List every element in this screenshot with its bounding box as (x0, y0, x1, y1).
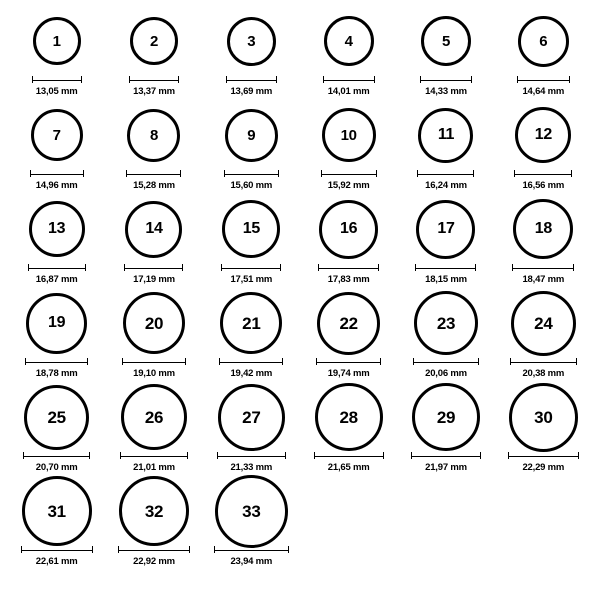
ring-circle-wrap (513, 198, 573, 260)
measure-line-icon (318, 264, 379, 271)
ring-diameter-label: 14,64 mm (522, 86, 565, 97)
ring-circle-outline (31, 109, 83, 161)
ring-measure-bar (417, 169, 474, 178)
ring-measure-bar (126, 169, 181, 178)
ring-measure-bar (120, 451, 188, 460)
ring-size-cell[interactable] (300, 198, 397, 292)
ring-diameter-label: 21,33 mm (230, 462, 273, 473)
ring-size-number: 26 (144, 407, 164, 427)
measure-line-icon (28, 264, 86, 271)
ring-circle-outline (416, 200, 475, 259)
ring-size-number: 4 (344, 32, 353, 50)
measure-line-icon (122, 358, 186, 365)
ring-circle-outline (127, 109, 180, 162)
ring-size-number: 33 (242, 501, 261, 521)
ring-circle-outline (515, 107, 571, 163)
ring-grid (8, 10, 592, 574)
ring-circle-outline (319, 200, 378, 259)
ring-measure-bar (508, 451, 579, 460)
ring-circle-outline (414, 291, 478, 355)
ring-circle-wrap (412, 386, 480, 448)
measure-line-icon (226, 76, 277, 83)
ring-diameter-label: 17,51 mm (230, 274, 273, 285)
ring-measure-bar (512, 263, 574, 272)
ring-size-number: 9 (247, 126, 256, 144)
ring-measure-bar (224, 169, 279, 178)
ring-circle-wrap (121, 386, 187, 448)
ring-diameter-label: 22,29 mm (522, 462, 565, 473)
ring-circle-wrap (418, 104, 473, 166)
ring-size-number: 32 (144, 501, 164, 521)
ring-circle-wrap (322, 104, 376, 166)
ring-measure-bar (219, 357, 283, 366)
ring-size-cell[interactable] (495, 292, 592, 386)
ring-circle-outline (322, 108, 376, 162)
ring-measure-bar (323, 75, 375, 84)
ring-size-number: 30 (534, 407, 553, 427)
ring-circle-wrap (33, 10, 81, 72)
ring-size-number: 5 (441, 32, 450, 50)
ring-diameter-label: 19,10 mm (133, 368, 175, 379)
measure-line-icon (23, 452, 90, 459)
ring-size-cell[interactable] (105, 104, 202, 198)
ring-diameter-label: 16,24 mm (425, 180, 467, 191)
measure-line-icon (512, 264, 574, 271)
ring-circle-wrap (22, 480, 92, 542)
ring-circle-wrap (414, 292, 478, 354)
ring-circle-wrap (26, 292, 87, 354)
ring-measure-bar (413, 357, 479, 366)
ring-size-cell[interactable] (397, 10, 494, 104)
ring-circle-outline (421, 16, 471, 66)
ring-size-cell[interactable] (8, 480, 105, 574)
ring-circle-outline (218, 384, 285, 451)
ring-circle-wrap (416, 198, 475, 260)
ring-diameter-label: 15,92 mm (327, 180, 370, 191)
ring-diameter-label: 19,74 mm (327, 368, 370, 379)
ring-measure-bar (415, 263, 476, 272)
ring-diameter-label: 20,70 mm (35, 462, 78, 473)
ring-circle-outline (509, 383, 578, 452)
ring-diameter-label: 15,28 mm (133, 180, 175, 191)
ring-size-cell[interactable] (203, 292, 300, 386)
ring-diameter-label: 20,38 mm (522, 368, 565, 379)
measure-line-icon (517, 76, 570, 83)
ring-measure-bar (514, 169, 572, 178)
ring-circle-outline (315, 383, 383, 451)
ring-diameter-label: 18,47 mm (522, 274, 565, 285)
ring-size-number: 1 (52, 32, 61, 50)
measure-line-icon (321, 170, 377, 177)
measure-line-icon (129, 76, 179, 83)
ring-circle-outline (412, 383, 480, 451)
measure-line-icon (420, 76, 472, 83)
ring-circle-outline (24, 385, 89, 450)
ring-measure-bar (318, 263, 379, 272)
ring-diameter-label: 16,87 mm (35, 274, 78, 285)
ring-size-cell[interactable] (105, 292, 202, 386)
ring-circle-outline (513, 199, 573, 259)
ring-size-cell[interactable] (397, 386, 494, 480)
ring-circle-wrap (227, 10, 276, 72)
ring-diameter-label: 22,92 mm (133, 556, 175, 567)
ring-circle-wrap (315, 386, 383, 448)
ring-circle-outline (222, 200, 280, 258)
ring-circle-wrap (324, 10, 374, 72)
ring-diameter-label: 17,83 mm (327, 274, 370, 285)
ring-diameter-label: 16,56 mm (522, 180, 565, 191)
ring-measure-bar (32, 75, 82, 84)
ring-circle-outline (119, 476, 189, 546)
ring-measure-bar (420, 75, 472, 84)
ring-size-number: 22 (339, 313, 358, 333)
ring-size-cell[interactable] (495, 104, 592, 198)
ring-size-cell[interactable] (203, 480, 300, 574)
ring-circle-outline (29, 201, 85, 257)
ring-size-cell[interactable] (203, 10, 300, 104)
ring-size-number: 12 (534, 126, 552, 143)
ring-circle-wrap (319, 198, 378, 260)
measure-line-icon (120, 452, 188, 459)
ring-size-number: 24 (534, 313, 553, 333)
ring-size-number: 13 (48, 220, 66, 237)
ring-size-cell[interactable] (105, 480, 202, 574)
ring-size-number: 31 (47, 501, 66, 521)
ring-circle-wrap (509, 386, 578, 448)
ring-measure-bar (214, 545, 289, 554)
measure-line-icon (417, 170, 474, 177)
ring-circle-wrap (130, 10, 178, 72)
ring-size-number: 3 (247, 32, 256, 50)
measure-line-icon (323, 76, 375, 83)
ring-measure-bar (314, 451, 384, 460)
ring-size-cell[interactable] (105, 386, 202, 480)
ring-size-cell[interactable] (495, 198, 592, 292)
ring-circle-outline (22, 476, 92, 546)
measure-line-icon (413, 358, 479, 365)
ring-circle-outline (511, 291, 576, 356)
measure-line-icon (510, 358, 577, 365)
ring-circle-wrap (29, 198, 85, 260)
ring-size-cell[interactable] (203, 198, 300, 292)
ring-circle-wrap (421, 10, 471, 72)
ring-circle-outline (324, 16, 374, 66)
ring-size-cell[interactable] (203, 386, 300, 480)
measure-line-icon (415, 264, 476, 271)
ring-circle-outline (418, 108, 473, 163)
ring-size-cell[interactable] (397, 292, 494, 386)
ring-measure-bar (226, 75, 277, 84)
measure-line-icon (25, 358, 88, 365)
ring-diameter-label: 18,78 mm (35, 368, 78, 379)
ring-size-number: 19 (48, 314, 66, 331)
measure-line-icon (411, 452, 481, 459)
ring-circle-wrap (317, 292, 380, 354)
ring-size-cell[interactable] (397, 198, 494, 292)
ring-diameter-label: 18,15 mm (425, 274, 467, 285)
ring-diameter-label: 21,97 mm (425, 462, 467, 473)
measure-line-icon (214, 546, 289, 553)
measure-line-icon (221, 264, 281, 271)
ring-circle-outline (518, 16, 569, 67)
measure-line-icon (316, 358, 381, 365)
ring-measure-bar (122, 357, 186, 366)
ring-size-number: 20 (144, 313, 164, 333)
ring-size-cell[interactable] (8, 386, 105, 480)
ring-size-number: 16 (340, 220, 358, 237)
ring-size-number: 15 (242, 220, 260, 237)
ring-measure-bar (23, 451, 90, 460)
ring-size-number: 28 (339, 407, 358, 427)
measure-line-icon (508, 452, 579, 459)
measure-line-icon (32, 76, 82, 83)
ring-size-cell[interactable] (495, 386, 592, 480)
ring-circle-outline (121, 384, 187, 450)
ring-measure-bar (217, 451, 286, 460)
ring-circle-outline (33, 17, 81, 65)
measure-line-icon (124, 264, 183, 271)
ring-measure-bar (411, 451, 481, 460)
measure-line-icon (21, 546, 93, 553)
ring-measure-bar (28, 263, 86, 272)
ring-diameter-label: 20,06 mm (425, 368, 467, 379)
ring-circle-outline (317, 292, 380, 355)
ring-size-cell[interactable] (8, 198, 105, 292)
measure-line-icon (30, 170, 84, 177)
ring-size-number: 27 (242, 407, 261, 427)
measure-line-icon (219, 358, 283, 365)
ring-measure-bar (321, 169, 377, 178)
ring-size-number: 14 (145, 220, 163, 237)
ring-circle-wrap (215, 480, 288, 542)
ring-size-number: 18 (534, 220, 552, 237)
ring-diameter-label: 14,33 mm (425, 86, 467, 97)
ring-size-number: 17 (437, 220, 455, 237)
measure-line-icon (514, 170, 572, 177)
ring-circle-wrap (119, 480, 189, 542)
ring-size-number: 7 (52, 126, 61, 144)
ring-measure-bar (21, 545, 93, 554)
ring-circle-wrap (123, 292, 185, 354)
ring-measure-bar (25, 357, 88, 366)
ring-size-cell[interactable] (8, 10, 105, 104)
ring-size-cell[interactable] (300, 292, 397, 386)
measure-line-icon (118, 546, 190, 553)
ring-measure-bar (316, 357, 381, 366)
ring-size-cell[interactable] (397, 104, 494, 198)
ring-size-cell[interactable] (300, 386, 397, 480)
ring-circle-outline (225, 109, 278, 162)
ring-size-number: 6 (539, 32, 548, 50)
ring-measure-bar (221, 263, 281, 272)
ring-diameter-label: 23,94 mm (230, 556, 273, 567)
ring-circle-wrap (222, 198, 280, 260)
ring-size-number: 2 (149, 32, 158, 50)
ring-circle-outline (125, 201, 182, 258)
ring-diameter-label: 15,60 mm (230, 180, 273, 191)
ring-circle-outline (123, 292, 185, 354)
ring-measure-bar (510, 357, 577, 366)
ring-size-number: 25 (47, 407, 66, 427)
ring-circle-wrap (24, 386, 89, 448)
ring-circle-wrap (218, 386, 285, 448)
ring-size-number: 21 (242, 313, 261, 333)
ring-diameter-label: 21,65 mm (327, 462, 370, 473)
measure-line-icon (217, 452, 286, 459)
ring-size-cell[interactable] (105, 10, 202, 104)
ring-circle-wrap (225, 104, 278, 166)
ring-diameter-label: 17,19 mm (133, 274, 175, 285)
ring-circle-outline (130, 17, 178, 65)
ring-measure-bar (30, 169, 84, 178)
ring-circle-wrap (511, 292, 576, 354)
ring-measure-bar (517, 75, 570, 84)
ring-size-number: 10 (340, 126, 357, 144)
ring-circle-wrap (125, 198, 182, 260)
measure-line-icon (126, 170, 181, 177)
ring-diameter-label: 21,01 mm (133, 462, 175, 473)
ring-diameter-label: 13,05 mm (35, 86, 78, 97)
ring-circle-wrap (127, 104, 180, 166)
ring-size-number: 23 (436, 313, 456, 333)
ring-circle-outline (220, 292, 282, 354)
ring-circle-wrap (220, 292, 282, 354)
ring-size-cell[interactable] (8, 104, 105, 198)
ring-circle-wrap (518, 10, 569, 72)
ring-diameter-label: 19,42 mm (230, 368, 273, 379)
measure-line-icon (314, 452, 384, 459)
ring-diameter-label: 22,61 mm (35, 556, 78, 567)
ring-size-cell[interactable] (495, 10, 592, 104)
ring-size-number: 8 (149, 126, 158, 144)
ring-circle-wrap (515, 104, 571, 166)
ring-size-cell[interactable] (105, 198, 202, 292)
ring-size-number: 29 (436, 407, 456, 427)
ring-size-cell[interactable] (300, 10, 397, 104)
ring-measure-bar (129, 75, 179, 84)
ring-diameter-label: 14,96 mm (35, 180, 78, 191)
ring-circle-outline (26, 293, 87, 354)
ring-diameter-label: 13,69 mm (230, 86, 273, 97)
measure-line-icon (224, 170, 279, 177)
ring-size-cell[interactable] (300, 104, 397, 198)
ring-diameter-label: 14,01 mm (327, 86, 370, 97)
ring-circle-outline (215, 475, 288, 548)
ring-measure-bar (124, 263, 183, 272)
ring-size-number: 11 (437, 126, 455, 143)
ring-diameter-label: 13,37 mm (133, 86, 175, 97)
ring-circle-wrap (31, 104, 83, 166)
ring-circle-outline (227, 17, 276, 66)
ring-size-cell[interactable] (203, 104, 300, 198)
ring-size-cell[interactable] (8, 292, 105, 386)
ring-measure-bar (118, 545, 190, 554)
